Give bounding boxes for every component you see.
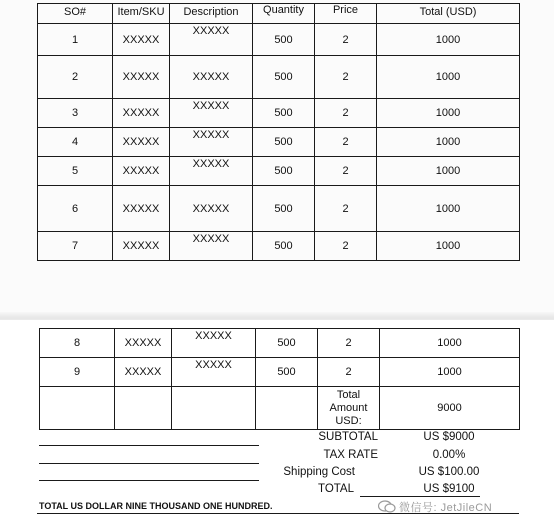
row-so-number: 1 [38, 24, 113, 56]
row-total: 1000 [377, 232, 520, 261]
total-amount-value: 9000 [380, 387, 520, 430]
row-description: XXXXX [170, 232, 253, 261]
total-amount-label: Total Amount USD: [318, 387, 380, 430]
header-quantity: Quantity [253, 4, 315, 24]
row-price: 2 [315, 24, 377, 56]
tax-rate-label: TAX RATE [323, 449, 378, 461]
row-so-number: 5 [38, 157, 113, 186]
row-quantity: 500 [253, 99, 315, 128]
row-so-number: 3 [38, 99, 113, 128]
table-row [38, 99, 520, 128]
row-quantity: 500 [256, 358, 318, 387]
row-description: XXXXX [170, 99, 253, 128]
row-description: XXXXX [170, 186, 253, 232]
row-quantity: 500 [253, 56, 315, 99]
row-price: 2 [315, 157, 377, 186]
header-so: SO# [38, 4, 113, 24]
row-description: XXXXX [170, 157, 253, 186]
watermark: 微信号: JetJileCN [378, 499, 492, 516]
tax-rate-value: 0.00% [432, 449, 466, 461]
subtotal-value: US $9000 [423, 431, 475, 443]
bottom-rule [37, 513, 519, 514]
row-total: 1000 [380, 329, 520, 358]
shipping-cost-label: Shipping Cost [283, 466, 355, 478]
table-row [40, 358, 520, 387]
total-underline [360, 496, 480, 497]
row-quantity: 500 [256, 329, 318, 358]
row-so-number: 8 [40, 329, 115, 358]
row-total: 1000 [380, 358, 520, 387]
row-total: 1000 [377, 186, 520, 232]
total-value: US $9100 [423, 483, 475, 495]
row-price: 2 [318, 358, 380, 387]
row-quantity: 500 [253, 157, 315, 186]
total-label: TOTAL [318, 483, 354, 495]
header-price: Price [315, 4, 377, 24]
table-row [38, 232, 520, 261]
row-price: 2 [318, 329, 380, 358]
row-description: XXXXX [170, 24, 253, 56]
row-sku: XXXXX [115, 329, 172, 358]
table-row [40, 329, 520, 358]
row-total: 1000 [377, 24, 520, 56]
row-so-number: 2 [38, 56, 113, 99]
row-so-number: 9 [40, 358, 115, 387]
row-description: XXXXX [172, 329, 256, 358]
row-quantity: 500 [253, 24, 315, 56]
row-sku: XXXXX [113, 232, 170, 261]
row-sku: XXXXX [113, 186, 170, 232]
row-sku: XXXXX [113, 99, 170, 128]
summary-section [39, 429, 519, 509]
row-price: 2 [315, 128, 377, 157]
row-total: 1000 [377, 99, 520, 128]
header-description: Description [170, 4, 253, 24]
row-price: 2 [315, 232, 377, 261]
row-quantity: 500 [253, 186, 315, 232]
subtotal-label: SUBTOTAL [318, 431, 378, 443]
row-so-number: 4 [38, 128, 113, 157]
items-table [37, 3, 520, 261]
row-price: 2 [315, 186, 377, 232]
row-total: 1000 [377, 157, 520, 186]
table-row [38, 186, 520, 232]
table-row [38, 128, 520, 157]
row-quantity: 500 [253, 128, 315, 157]
row-sku: XXXXX [113, 24, 170, 56]
row-total: 1000 [377, 128, 520, 157]
row-total: 1000 [377, 56, 520, 99]
header-total: Total (USD) [377, 4, 520, 24]
table-row [38, 24, 520, 56]
row-price: 2 [315, 56, 377, 99]
row-sku: XXXXX [113, 128, 170, 157]
header-sku: Item/SKU [113, 4, 170, 24]
row-sku: XXXXX [113, 56, 170, 99]
row-sku: XXXXX [115, 358, 172, 387]
table-row [38, 157, 520, 186]
row-price: 2 [315, 99, 377, 128]
row-so-number: 7 [38, 232, 113, 261]
row-description: XXXXX [172, 358, 256, 387]
table-row [38, 56, 520, 99]
row-so-number: 6 [38, 186, 113, 232]
row-quantity: 500 [253, 232, 315, 261]
row-sku: XXXXX [113, 157, 170, 186]
row-description: XXXXX [170, 128, 253, 157]
row-description: XXXXX [170, 56, 253, 99]
amount-in-words: TOTAL US DOLLAR NINE THOUSAND ONE HUNDRED. [39, 501, 273, 511]
items-table-continued [39, 328, 520, 430]
shipping-cost-value: US $100.00 [418, 466, 480, 478]
